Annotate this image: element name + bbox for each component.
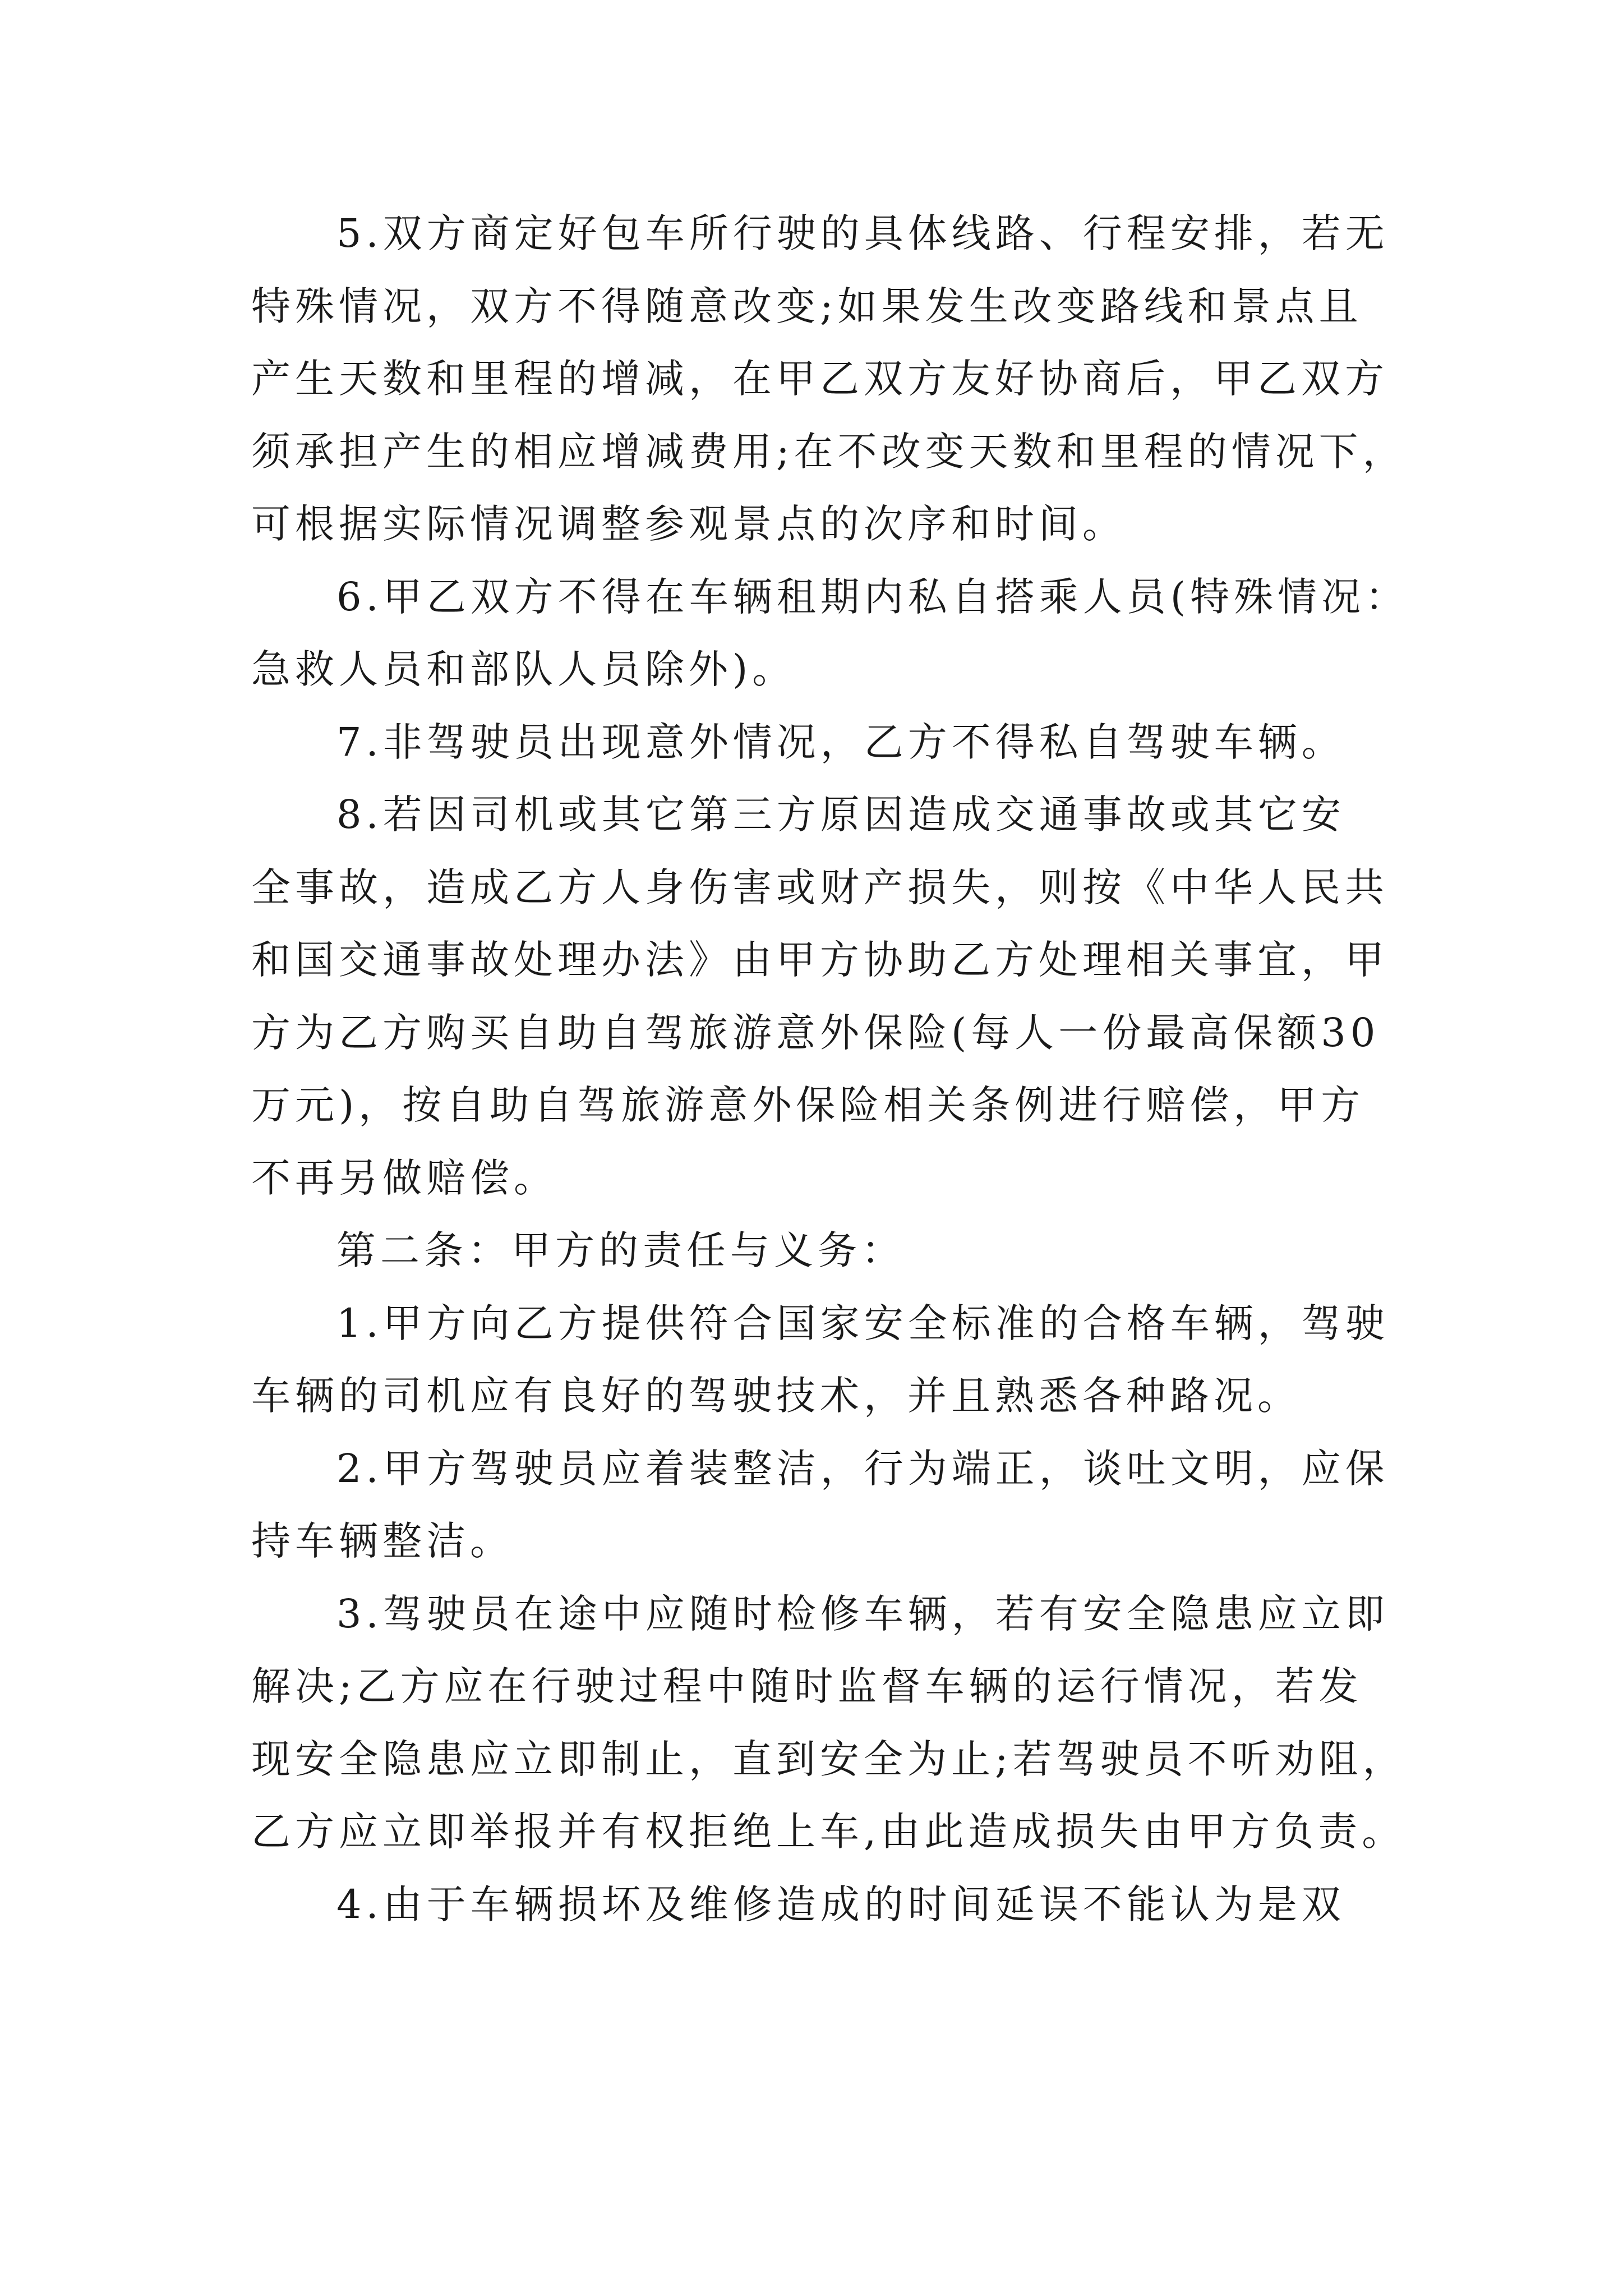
text-line: 产生天数和里程的增减，在甲乙双方友好协商后，甲乙双方 (251, 356, 1389, 402)
text-line: 2.甲方驾驶员应着装整洁，行为端正，谈吐文明，应保 (336, 1445, 1389, 1492)
text-line: 4.由于车辆损坏及维修造成的时间延误不能认为是双 (336, 1881, 1345, 1927)
text-line: 可根据实际情况调整参观景点的次序和时间。 (251, 501, 1126, 547)
text-line: 和国交通事故处理办法》由甲方协助乙方处理相关事宜，甲 (251, 937, 1389, 983)
text-line: 7.非驾驶员出现意外情况，乙方不得私自驾驶车辆。 (336, 719, 1345, 765)
text-line: 5.双方商定好包车所行驶的具体线路、行程安排，若无 (336, 210, 1389, 256)
text-line: 方为乙方购买自助自驾旅游意外保险(每人一份最高保额30 (251, 1009, 1380, 1056)
text-line: 乙方应立即举报并有权拒绝上车,由此造成损失由甲方负责。 (251, 1809, 1406, 1855)
text-line: 1.甲方向乙方提供符合国家安全标准的合格车辆，驾驶 (336, 1300, 1389, 1346)
text-line: 不再另做赔偿。 (251, 1154, 557, 1201)
text-line: 现安全隐患应立即制止，直到安全为止;若驾驶员不听劝阻， (251, 1736, 1407, 1782)
text-line: 解决;乙方应在行驶过程中随时监督车辆的运行情况，若发 (251, 1663, 1363, 1709)
document-body (251, 197, 1409, 1941)
text-line: 万元)，按自助自驾旅游意外保险相关条例进行赔偿，甲方 (251, 1082, 1365, 1128)
text-line: 持车辆整洁。 (251, 1518, 514, 1564)
text-line: 全事故，造成乙方人身伤害或财产损失，则按《中华人民共 (251, 864, 1389, 910)
text-line: 急救人员和部队人员除外)。 (251, 646, 796, 692)
text-line: 车辆的司机应有良好的驾驶技术，并且熟悉各种路况。 (251, 1373, 1301, 1419)
section-heading: 第二条：甲方的责任与义务： (336, 1227, 905, 1273)
text-line: 8.若因司机或其它第三方原因造成交通事故或其它安 (336, 792, 1345, 838)
text-line: 须承担产生的相应增减费用;在不改变天数和里程的情况下， (251, 428, 1407, 475)
text-line: 特殊情况，双方不得随意改变;如果发生改变路线和景点且 (251, 283, 1363, 329)
text-line: 6.甲乙双方不得在车辆租期内私自搭乘人员(特殊情况： (336, 573, 1409, 620)
text-line: 3.驾驶员在途中应随时检修车辆，若有安全隐患应立即 (336, 1590, 1389, 1637)
